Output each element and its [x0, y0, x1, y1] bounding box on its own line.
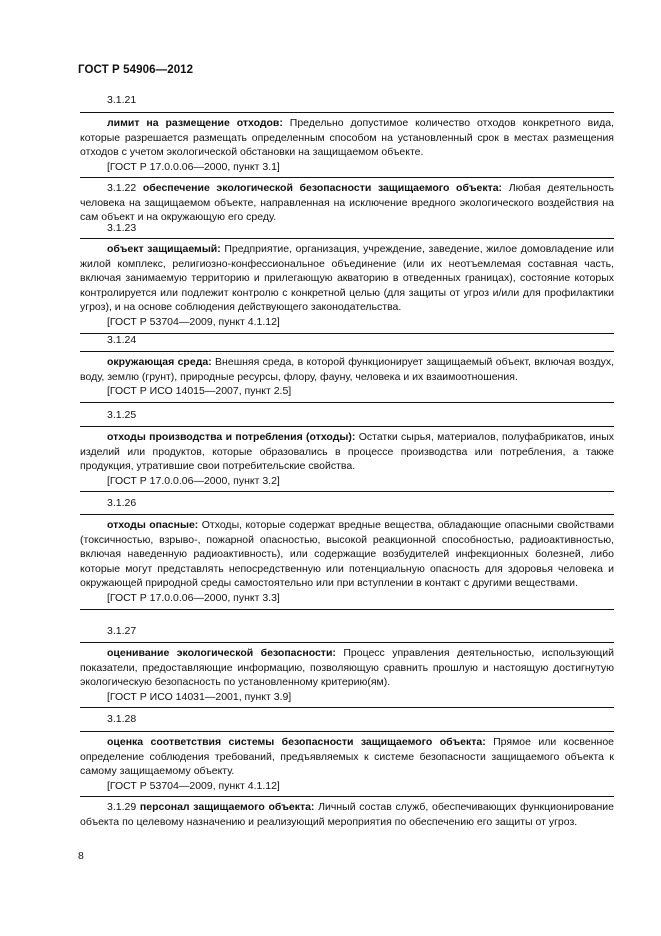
term-number: 3.1.26: [107, 497, 137, 509]
term-box: [80, 514, 614, 610]
term-paragraph: [80, 430, 614, 474]
term-name: объект защищаемый:: [107, 243, 221, 255]
page-number: 8: [78, 850, 84, 862]
term-reference: [ГОСТ Р 53704—2009, пункт 4.1.12]: [107, 315, 280, 328]
term-reference: [ГОСТ Р 17.0.0.06—2000, пункт 3.1]: [107, 160, 280, 173]
term-block: [80, 800, 614, 829]
term-name: персонал защищаемого объекта:: [139, 801, 315, 813]
term-box: [80, 351, 614, 403]
term-reference: [ГОСТ Р 53704—2009, пункт 4.1.12]: [107, 779, 280, 792]
term-number: 3.1.22: [107, 182, 137, 194]
term-definition: Личный состав служб, обеспечивающих функционирование объекта по целевому назначению и реализующий мероприятия по обеспечению его защиты от угроз.: [80, 801, 615, 828]
term-number: 3.1.25: [107, 409, 137, 421]
term-name: оценивание экологической безопасности:: [107, 647, 336, 659]
term-box: [80, 238, 614, 334]
term-paragraph: [80, 355, 614, 384]
term-number: 3.1.27: [107, 625, 137, 637]
term-number: 3.1.24: [107, 334, 137, 346]
term-reference: [ГОСТ Р ИСО 14031—2001, пункт 3.9]: [107, 690, 292, 703]
term-box: [80, 112, 614, 178]
term-definition: Предприятие, организация, учреждение, заведение, жилое домовладение или жилой комплекс, религиозно-конфессиональное объединение (или их неотъемлемая составная часть, включая занимаемую территорию и прилегающую акваторию в отведенных границах), состояние которых контролируется или подлежит контролю с конкретной целью (для защиты от угроз и/или для профилактики угроз), и на основе соблюдения действующего законодательства.: [80, 243, 614, 314]
term-box: [80, 731, 614, 797]
term-name: оценка соответствия системы безопасности защищаемого объекта:: [107, 736, 486, 748]
term-reference: [ГОСТ Р ИСО 14015—2007, пункт 2.5]: [107, 385, 292, 398]
term-number: 3.1.21: [107, 94, 137, 106]
term-definition: Процесс управления деятельностью, использующий показатели, предоставляющие информацию, позволяющую сравнить прошлую и настоящую достигнутую экологическую безопасность по установленному критерию(ям).: [80, 647, 614, 689]
term-name: обеспечение экологической безопасности защищаемого объекта:: [142, 182, 503, 194]
term-block: [80, 181, 614, 225]
term-reference: [ГОСТ Р 17.0.0.06—2000, пункт 3.3]: [107, 591, 280, 604]
term-definition: Любая деятельность человека на защищаемом объекте, направленная на исключение вредного экологического воздействия на сам объект и на окружающую его среду.: [80, 182, 615, 224]
term-name: отходы опасные:: [107, 519, 199, 531]
term-paragraph: [80, 242, 614, 315]
term-box: [80, 426, 614, 492]
term-name: окружающая среда:: [107, 356, 212, 368]
term-paragraph: [80, 735, 614, 779]
term-paragraph: [80, 116, 614, 160]
term-number: 3.1.28: [107, 713, 137, 725]
term-name: отходы производства и потребления (отходы):: [107, 431, 356, 443]
term-paragraph: [80, 800, 614, 829]
term-number: 3.1.23: [107, 222, 137, 234]
term-definition: Отходы, которые содержат вредные вещества, обладающие опасными свойствами (токсичностью, взрыво-, пожарной опасностью, высокой реакционной способностью, радиоактивностью, включая наведенную радиоактивность), или содержащие возбудителей инфекционных болезней, либо которые могут представлять непосредственную или потенциальную опасность для здоровья человека и окружающей природной среды самостоятельно или при вступлении в контакт с другими веществами.: [80, 519, 614, 590]
term-paragraph: [80, 518, 614, 591]
term-definition: Внешняя среда, в которой функционирует защищаемый объект, включая воздух, воду, землю (грунт), природные ресурсы, флору, фауну, человека и их взаимоотношения.: [80, 356, 614, 383]
term-paragraph: [80, 646, 614, 690]
term-reference: [ГОСТ Р 17.0.0.06—2000, пункт 3.2]: [107, 474, 280, 487]
term-name: лимит на размещение отходов:: [107, 117, 283, 129]
term-definition: Предельно допустимое количество отходов конкретного вида, которые разрешается размещать определенным способом на установленный срок в местах размещения отходов с учетом экологической обстановки на защищаемом объекте.: [80, 117, 614, 159]
term-paragraph: [80, 181, 614, 225]
document-header: ГОСТ Р 54906—2012: [78, 64, 194, 76]
term-definition: Прямое или косвенное определение соблюдения требований, предъявляемых к системе безопасности защищаемого объекта к самому защищаемому объекту.: [80, 736, 615, 778]
term-definition: Остатки сырья, материалов, полуфабрикатов, иных изделий или продуктов, которые образовались в процессе производства или потребления, а также продукция, утратившие свои потребительские свойства.: [80, 431, 615, 473]
term-number: 3.1.29: [107, 801, 137, 813]
term-box: [80, 642, 614, 708]
